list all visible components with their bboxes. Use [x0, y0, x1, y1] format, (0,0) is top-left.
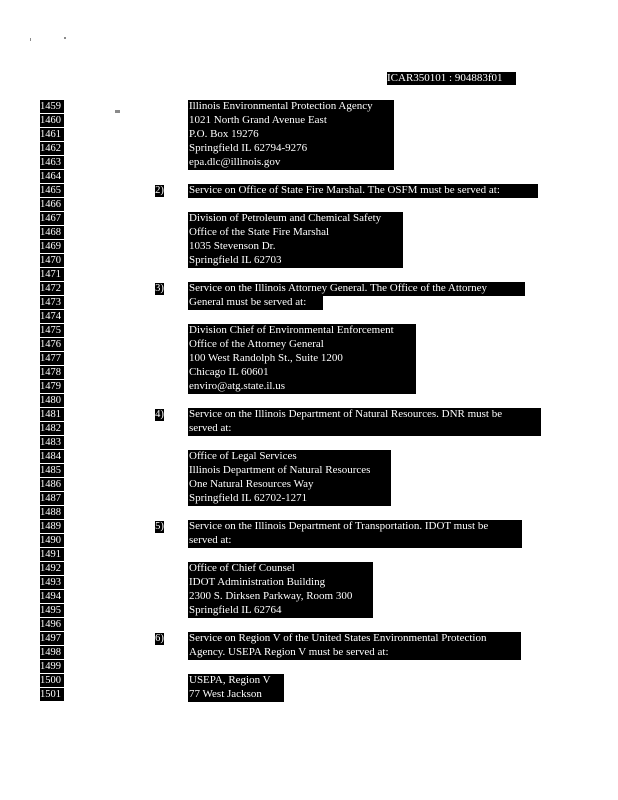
scan-speck — [115, 110, 120, 113]
line-number: 1474 — [40, 310, 64, 323]
line-number: 1487 — [40, 492, 64, 505]
line-number: 1480 — [40, 394, 64, 407]
line-number: 1459 — [40, 100, 64, 113]
line-number: 1499 — [40, 660, 64, 673]
line-number: 1497 — [40, 632, 64, 645]
item-marker: 4) — [155, 409, 164, 420]
line-number: 1482 — [40, 422, 64, 435]
address-line: Division Chief of Environmental Enforcement — [188, 324, 416, 338]
line-number: 1468 — [40, 226, 64, 239]
item-marker: 5) — [155, 521, 164, 532]
line-number: 1501 — [40, 688, 64, 701]
line-number: 1481 — [40, 408, 64, 421]
line-number: 1488 — [40, 506, 64, 519]
address-line: USEPA, Region V — [188, 674, 284, 688]
address-line: 100 West Randolph St., Suite 1200 — [188, 352, 416, 366]
address-line: Office of Chief Counsel — [188, 562, 373, 576]
address-line: Division of Petroleum and Chemical Safety — [188, 212, 403, 226]
line-number: 1492 — [40, 562, 64, 575]
line-number: 1465 — [40, 184, 64, 197]
address-line: Springfield IL 62764 — [188, 604, 373, 618]
item-text-line: served at: — [188, 422, 541, 436]
address-line: P.O. Box 19276 — [188, 128, 394, 142]
address-line: Office of Legal Services — [188, 450, 391, 464]
line-number: 1462 — [40, 142, 64, 155]
line-number: 1484 — [40, 450, 64, 463]
item-text-line: Agency. USEPA Region V must be served at: — [188, 646, 521, 660]
item-marker: 6) — [155, 633, 164, 644]
document-id: ICAR350101 : 904883f01 — [387, 72, 516, 85]
line-number: 1467 — [40, 212, 64, 225]
address-line: Illinois Environmental Protection Agency — [188, 100, 394, 114]
line-number: 1461 — [40, 128, 64, 141]
line-number: 1466 — [40, 198, 64, 211]
line-number: 1486 — [40, 478, 64, 491]
line-number: 1464 — [40, 170, 64, 183]
address-line: 1021 North Grand Avenue East — [188, 114, 394, 128]
address-line: 77 West Jackson — [188, 688, 284, 702]
line-number: 1483 — [40, 436, 64, 449]
line-number: 1489 — [40, 520, 64, 533]
line-number: 1471 — [40, 268, 64, 281]
scan-speck — [64, 37, 66, 39]
address-line: enviro@atg.state.il.us — [188, 380, 416, 394]
address-line: One Natural Resources Way — [188, 478, 391, 492]
line-number: 1463 — [40, 156, 64, 169]
line-number: 1473 — [40, 296, 64, 309]
item-text-line: Service on the Illinois Department of Transportation. IDOT must be — [188, 520, 522, 534]
line-number: 1470 — [40, 254, 64, 267]
item-text-line: General must be served at: — [188, 296, 323, 310]
line-number: 1495 — [40, 604, 64, 617]
line-number: 1469 — [40, 240, 64, 253]
address-line: Springfield IL 62703 — [188, 254, 403, 268]
item-text-line: Service on Office of State Fire Marshal. The OSFM must be served at: — [188, 184, 538, 198]
address-line: Springfield IL 62702-1271 — [188, 492, 391, 506]
line-number: 1500 — [40, 674, 64, 687]
address-line: Office of the State Fire Marshal — [188, 226, 403, 240]
line-number: 1490 — [40, 534, 64, 547]
line-number: 1479 — [40, 380, 64, 393]
address-line: epa.dlc@illinois.gov — [188, 156, 394, 170]
line-number: 1460 — [40, 114, 64, 127]
address-line: Chicago IL 60601 — [188, 366, 416, 380]
line-number: 1478 — [40, 366, 64, 379]
item-text-line: Service on Region V of the United States Environmental Protection — [188, 632, 521, 646]
item-marker: 2) — [155, 185, 164, 196]
line-number: 1496 — [40, 618, 64, 631]
line-number: 1472 — [40, 282, 64, 295]
item-text-line: served at: — [188, 534, 522, 548]
address-line: IDOT Administration Building — [188, 576, 373, 590]
address-line: Office of the Attorney General — [188, 338, 416, 352]
address-line: 1035 Stevenson Dr. — [188, 240, 403, 254]
scan-speck — [30, 38, 31, 41]
address-line: Illinois Department of Natural Resources — [188, 464, 391, 478]
item-marker: 3) — [155, 283, 164, 294]
address-line: 2300 S. Dirksen Parkway, Room 300 — [188, 590, 373, 604]
line-number: 1477 — [40, 352, 64, 365]
item-text-line: Service on the Illinois Attorney General. The Office of the Attorney — [188, 282, 525, 296]
line-number: 1475 — [40, 324, 64, 337]
line-number: 1476 — [40, 338, 64, 351]
line-number: 1493 — [40, 576, 64, 589]
line-number: 1494 — [40, 590, 64, 603]
line-number: 1498 — [40, 646, 64, 659]
line-number: 1485 — [40, 464, 64, 477]
line-number: 1491 — [40, 548, 64, 561]
address-line: Springfield IL 62794-9276 — [188, 142, 394, 156]
item-text-line: Service on the Illinois Department of Natural Resources. DNR must be — [188, 408, 541, 422]
